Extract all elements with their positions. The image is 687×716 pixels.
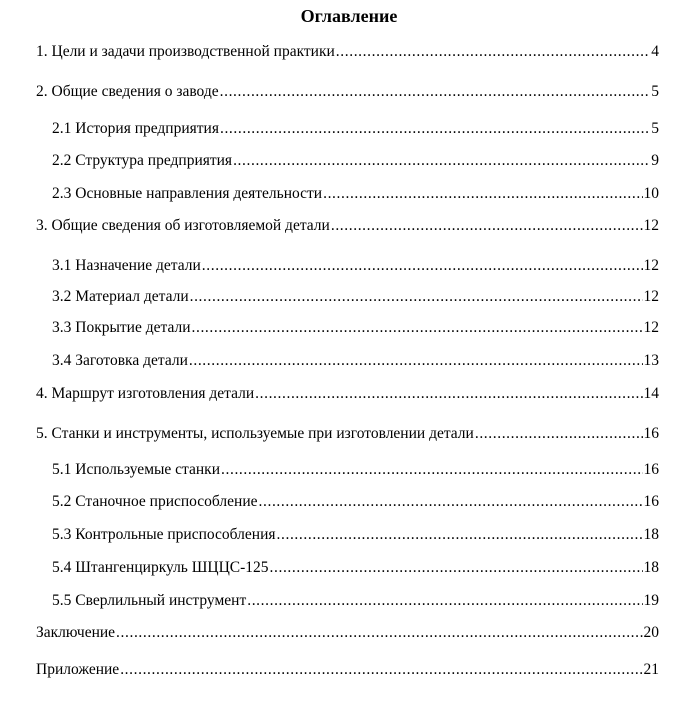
toc-entry-page: 16 bbox=[643, 493, 659, 510]
dot-leader bbox=[259, 492, 643, 512]
toc-entry-label: 5. Станки и инструменты, используемые при изготовлении детали bbox=[36, 425, 474, 442]
toc-entry-label: 5.1 Используемые станки bbox=[52, 461, 221, 478]
toc-entry[interactable] bbox=[36, 384, 659, 404]
toc-entry[interactable] bbox=[36, 216, 659, 236]
toc-entry[interactable] bbox=[52, 184, 659, 204]
dot-leader bbox=[270, 558, 643, 578]
dot-leader bbox=[192, 318, 643, 338]
toc-entry-label: Заключение bbox=[36, 624, 116, 641]
dot-leader bbox=[323, 184, 642, 204]
dot-leader bbox=[475, 424, 643, 444]
toc-entry-page: 12 bbox=[643, 288, 659, 305]
toc-entry-label: 3.1 Назначение детали bbox=[52, 257, 201, 274]
toc-entry-page: 16 bbox=[643, 425, 659, 442]
toc-entry-label: 3. Общие сведения об изготовляемой детали bbox=[36, 217, 330, 234]
toc-entry-label: 5.2 Станочное приспособление bbox=[52, 493, 258, 510]
dot-leader bbox=[233, 151, 650, 171]
toc-entry-label: 2.1 История предприятия bbox=[52, 120, 219, 137]
toc-entry-label: 5.3 Контрольные приспособления bbox=[52, 526, 276, 543]
toc-entry[interactable] bbox=[36, 623, 659, 643]
toc-entry[interactable] bbox=[52, 256, 659, 276]
toc-entry-label: Приложение bbox=[36, 661, 120, 678]
toc-entry[interactable] bbox=[52, 525, 659, 545]
toc-entry[interactable] bbox=[52, 151, 659, 171]
toc-entry[interactable] bbox=[36, 424, 659, 444]
toc-entry-label: 5.5 Сверлильный инструмент bbox=[52, 592, 247, 609]
toc-entry[interactable] bbox=[52, 287, 659, 307]
dot-leader bbox=[189, 351, 643, 371]
toc-entry[interactable] bbox=[36, 660, 659, 680]
toc-entry-label: 2.3 Основные направления деятельности bbox=[52, 185, 323, 202]
dot-leader bbox=[120, 660, 642, 680]
toc-entry-label: 5.4 Штангенциркуль ШЦЦС-125 bbox=[52, 559, 269, 576]
dot-leader bbox=[336, 42, 650, 62]
toc-entry[interactable] bbox=[52, 351, 659, 371]
toc-entry-page: 14 bbox=[643, 385, 659, 402]
dot-leader bbox=[277, 525, 643, 545]
toc-entry-label: 3.2 Материал детали bbox=[52, 288, 189, 305]
dot-leader bbox=[116, 623, 642, 643]
toc-entry-page: 20 bbox=[643, 624, 659, 641]
toc-entry[interactable] bbox=[52, 558, 659, 578]
toc-entry-page: 18 bbox=[643, 559, 659, 576]
dot-leader bbox=[202, 256, 643, 276]
toc-entry-page: 5 bbox=[651, 120, 659, 137]
toc-title: Оглавление bbox=[300, 6, 398, 26]
toc-entry[interactable] bbox=[52, 591, 659, 611]
toc-entry-page: 12 bbox=[643, 217, 659, 234]
toc-entry-label: 3.3 Покрытие детали bbox=[52, 319, 191, 336]
toc-entry-page: 16 bbox=[643, 461, 659, 478]
toc-entry[interactable] bbox=[52, 119, 659, 139]
dot-leader bbox=[220, 82, 651, 102]
toc-entry-label: 1. Цели и задачи производственной практики bbox=[36, 43, 335, 60]
toc-entry-page: 4 bbox=[651, 43, 659, 60]
toc-entry-page: 19 bbox=[643, 592, 659, 609]
toc-entry[interactable] bbox=[52, 318, 659, 338]
dot-leader bbox=[247, 591, 642, 611]
dot-leader bbox=[220, 119, 650, 139]
toc-entry-page: 18 bbox=[643, 526, 659, 543]
toc-entry-page: 13 bbox=[643, 352, 659, 369]
dot-leader bbox=[255, 384, 642, 404]
toc-entry-label: 3.4 Заготовка детали bbox=[52, 352, 188, 369]
toc-entry[interactable] bbox=[36, 82, 659, 102]
toc-entry[interactable] bbox=[52, 460, 659, 480]
toc-entry-label: 4. Маршрут изготовления детали bbox=[36, 385, 255, 402]
dot-leader bbox=[221, 460, 642, 480]
toc-entry-page: 9 bbox=[651, 152, 659, 169]
toc-entry-page: 10 bbox=[643, 185, 659, 202]
toc-entry-page: 12 bbox=[643, 319, 659, 336]
toc-entry-page: 12 bbox=[643, 257, 659, 274]
toc-entry-page: 5 bbox=[651, 83, 659, 100]
toc-entry-label: 2.2 Структура предприятия bbox=[52, 152, 233, 169]
toc-entry-page: 21 bbox=[643, 661, 659, 678]
toc-entry-label: 2. Общие сведения о заводе bbox=[36, 83, 219, 100]
toc-entry[interactable] bbox=[52, 492, 659, 512]
dot-leader bbox=[331, 216, 643, 236]
toc-entry[interactable] bbox=[36, 42, 659, 62]
dot-leader bbox=[190, 287, 643, 307]
